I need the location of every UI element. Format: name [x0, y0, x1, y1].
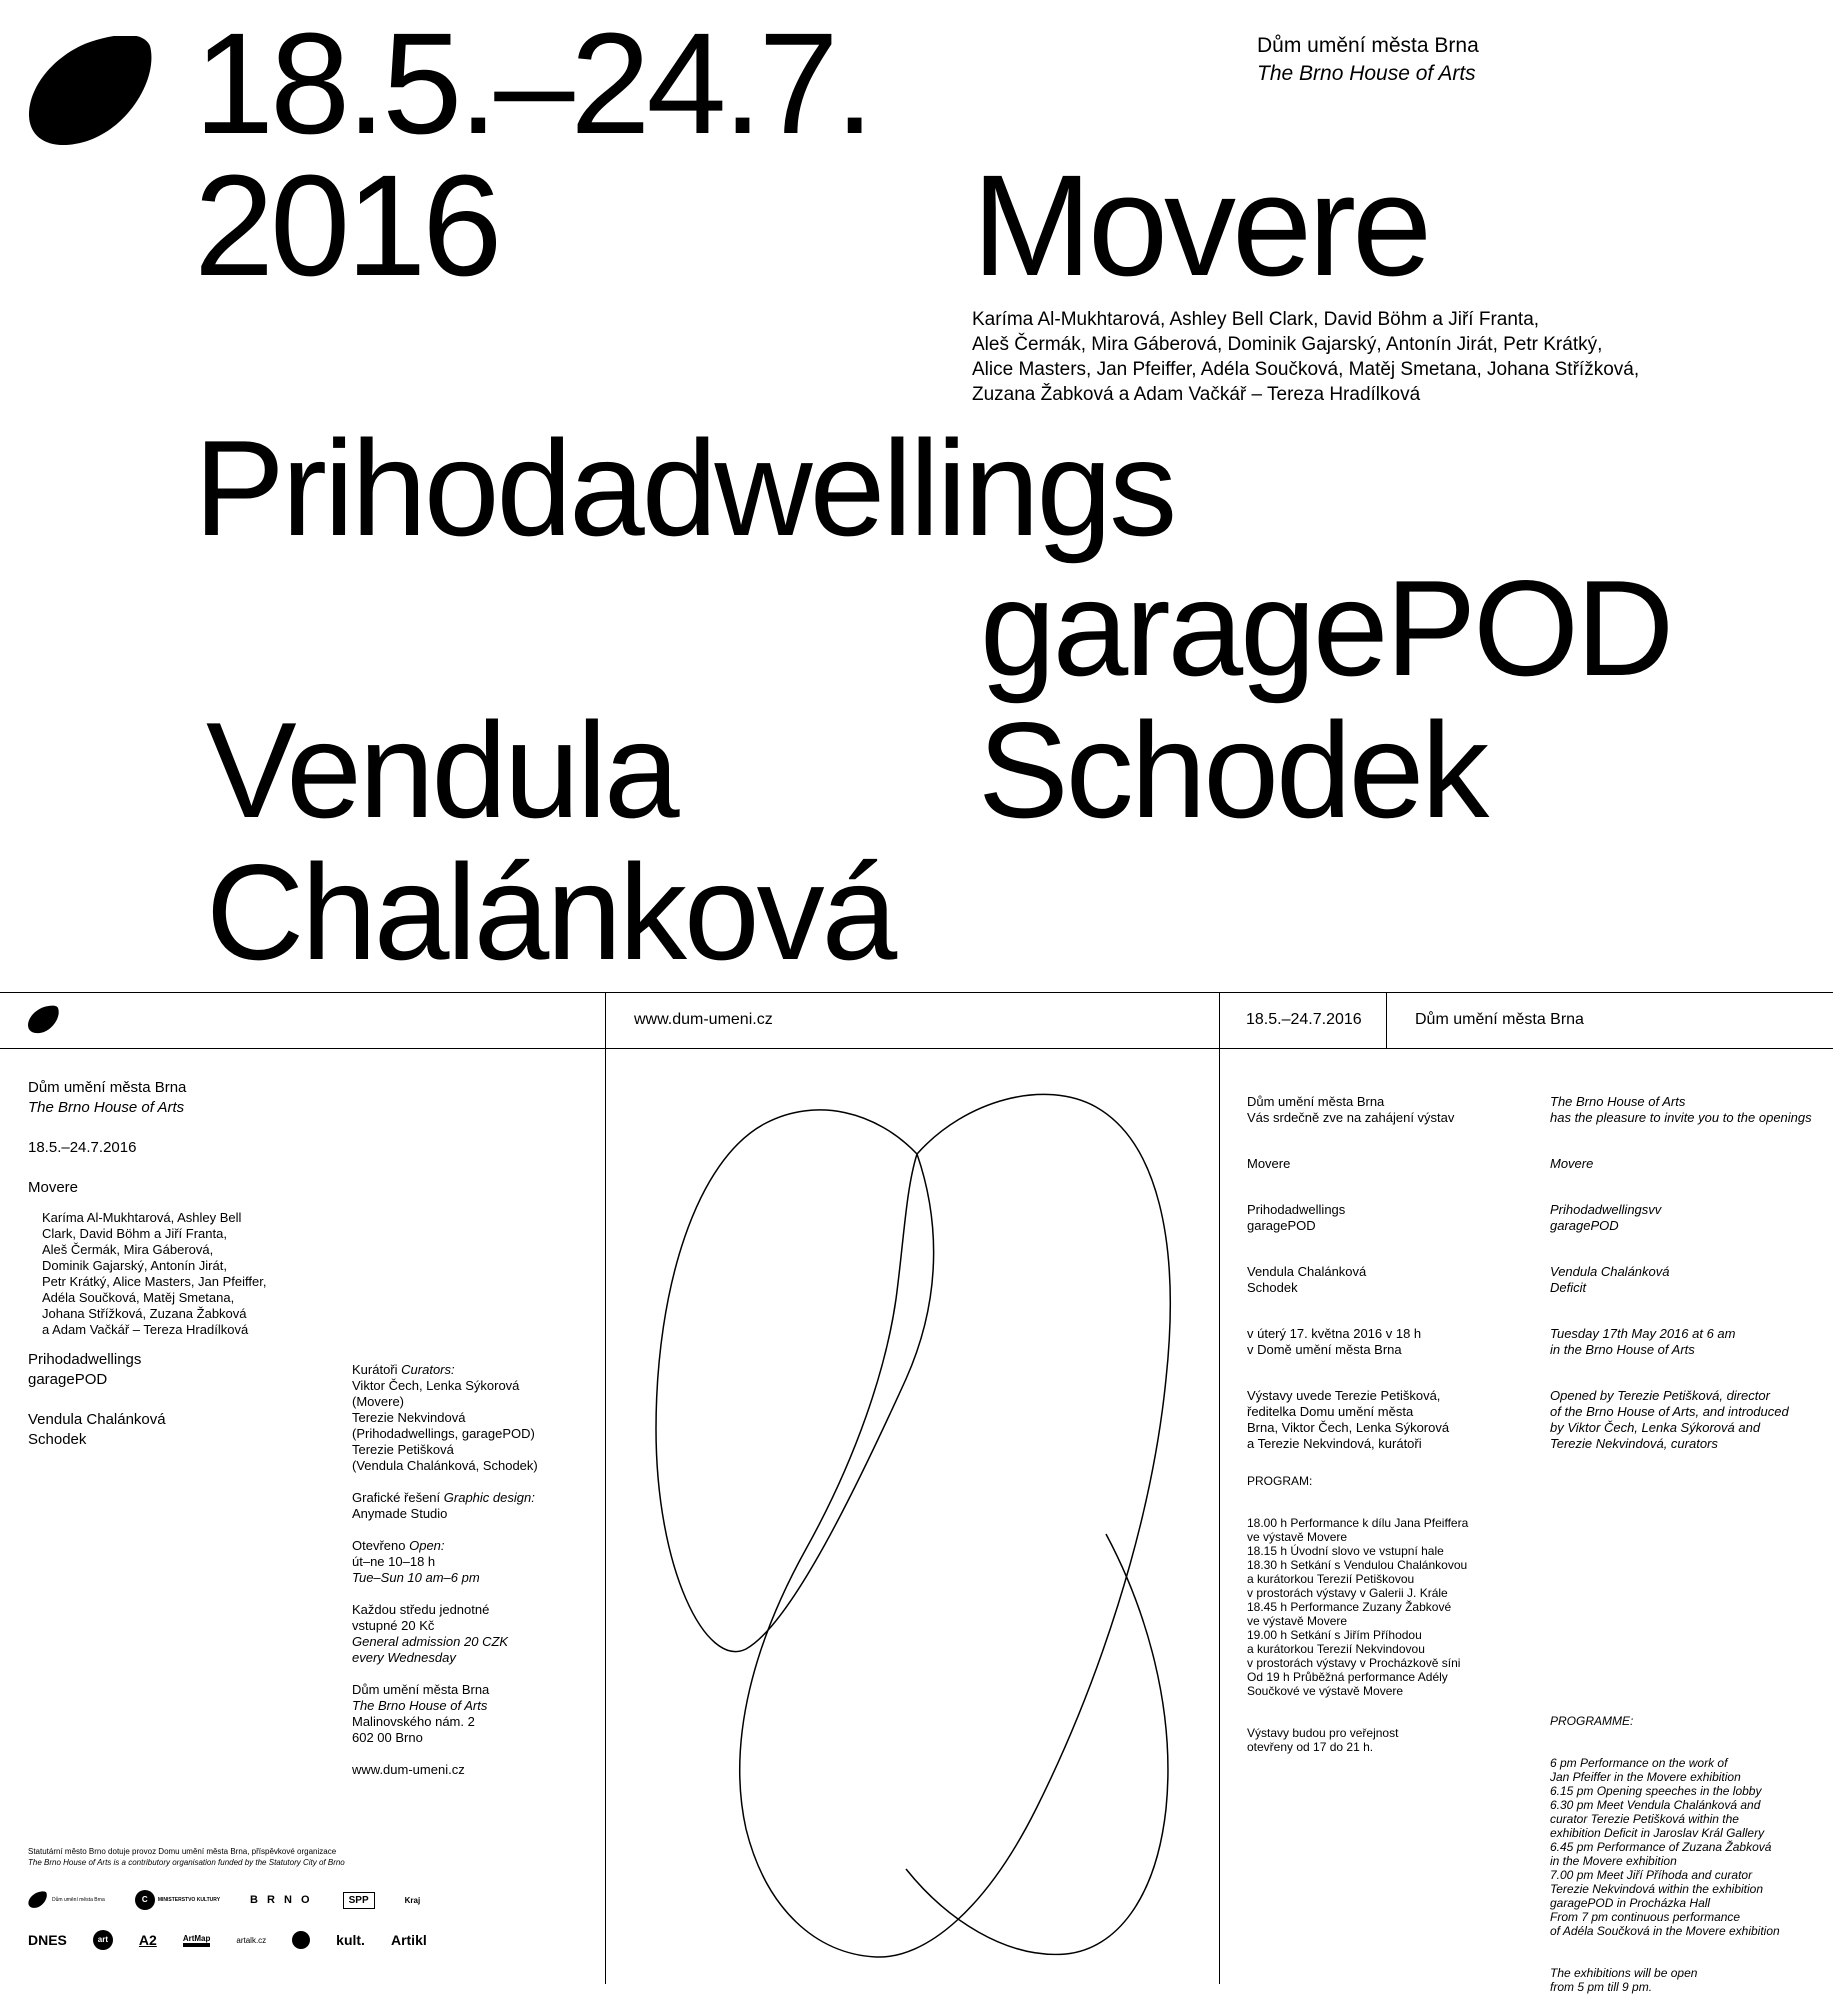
footer-note — [28, 1846, 588, 1868]
logo-artmap: ArtMap — [183, 1934, 211, 1947]
col3-movere: Movere — [1247, 1156, 1291, 1171]
footer-note-cz: Statutární město Brno dotuje provoz Domu umění města Brna, příspěvkové organizace — [28, 1847, 337, 1856]
col4-when: Tuesday 17th May 2016 at 6 am in the Brno House of Arts — [1550, 1326, 1736, 1357]
poster-house-block — [1257, 32, 1479, 88]
footer-logos-row2 — [28, 1930, 427, 1950]
col2-open-label: Otevřeno — [352, 1538, 406, 1553]
logo-round-badge-icon — [292, 1931, 310, 1949]
col1-artists: Karíma Al-Mukhtarová, Ashley Bell Clark, David Böhm a Jiří Franta, Aleš Čermák, Mira Gáberová, Dominik Gajarský, Antonín Jirát, Petr Krátký, Alice Masters, Jan Pfeiffer, Adéla Součková, Matěj Smetana, Johana Střížková, Zuzana Žabková a Adam Vačkář – Tereza Hradílková — [42, 1210, 267, 1337]
divider-top — [0, 992, 1833, 993]
col2-address-cz: Dům umění města Brna — [352, 1682, 490, 1697]
poster-date-line2: 2016 — [194, 145, 499, 306]
poster-title-vendula: Vendula — [206, 694, 677, 846]
col3-opened-by: Výstavy uvede Terezie Petišková, ředitelka Domu umění města Brna, Viktor Čech, Lenka Sýkorová a Terezie Nekvindová, kurátoři — [1247, 1388, 1450, 1451]
logo-kult: kult. — [336, 1932, 365, 1948]
divider-col-right — [1219, 992, 1220, 1984]
poster-artists-line: Zuzana Žabková a Adam Vačkář – Tereza Hradílková — [972, 384, 1421, 405]
strip-house: Dům umění města Brna — [1415, 1011, 1584, 1028]
footer-note-en: The Brno House of Arts is a contributory organisation funded by the Statutory City of Brno — [28, 1858, 345, 1867]
poster-title-garagepod: garagePOD — [980, 552, 1672, 704]
poster-artists — [972, 307, 1639, 407]
col4-movere: Movere — [1550, 1156, 1594, 1171]
col2-url-link[interactable]: www.dum-umeni.cz — [352, 1762, 465, 1777]
footer-logos-row1 — [28, 1890, 420, 1910]
col1-vendula: Vendula Chalánková Schodek — [28, 1411, 166, 1448]
col2-design-label-en: Graphic design: — [443, 1490, 535, 1505]
col1-movere: Movere — [28, 1179, 79, 1196]
col2-curators: Viktor Čech, Lenka Sýkorová (Movere) Terezie Nekvindová (Prihodadwellings, garagePOD) Terezie Petišková (Vendula Chalánková, Schodek) — [352, 1378, 538, 1473]
col2-open-en: Tue–Sun 10 am–6 pm — [352, 1570, 480, 1585]
poster-title-prihoda: Prihodadwellings — [194, 412, 1175, 564]
col2-admission-cz: Každou středu jednotné vstupné 20 Kč — [352, 1602, 490, 1633]
col2-address: Malinovského nám. 2 602 00 Brno — [352, 1714, 475, 1745]
poster-artists-line: Alice Masters, Jan Pfeiffer, Adéla Součková, Matěj Smetana, Johana Střížková, — [972, 359, 1640, 380]
divider-strip-cell — [1386, 992, 1387, 1048]
logo-dnes: DNES — [28, 1932, 67, 1948]
col2-design-heading — [352, 1490, 592, 1506]
col2-credits — [352, 1362, 592, 1778]
col1-date: 18.5.–24.7.2016 — [28, 1139, 137, 1156]
col4-program-label: PROGRAMME: — [1550, 1714, 1634, 1728]
poster-house-cz: Dům umění města Brna — [1257, 34, 1479, 57]
logo-brno: B R N O — [250, 1894, 313, 1906]
col2-curators-label: Kurátoři — [352, 1362, 398, 1377]
strip-url-link[interactable]: www.dum-umeni.cz — [634, 1011, 773, 1028]
col2-design: Anymade Studio — [352, 1506, 448, 1521]
dum-umeni-logo-icon — [28, 1891, 48, 1909]
logo-ministerstvo-kultury: C MINISTERSTVO KULTURY — [135, 1890, 220, 1910]
logo-art: art — [93, 1930, 113, 1950]
logo-artikl: Artikl — [390, 1932, 427, 1948]
logo-spp: SPP — [343, 1892, 375, 1909]
col4-vendula: Vendula Chalánková Deficit — [1550, 1264, 1670, 1295]
col4-program-block — [1550, 1700, 1830, 2008]
col2-open-heading — [352, 1538, 592, 1554]
col2-curators-heading — [352, 1362, 592, 1378]
col2-open-label-en: Open: — [409, 1538, 445, 1553]
col3-program-block — [1247, 1460, 1547, 1768]
col3-vendula: Vendula Chalánková Schodek — [1247, 1264, 1367, 1295]
col2-admission-en: General admission 20 CZK every Wednesday — [352, 1634, 509, 1665]
col3-program: 18.00 h Performance k dílu Jana Pfeiffera ve výstavě Movere 18.15 h Úvodní slovo ve vstupní hale 18.30 h Setkání s Vendulou Chalánkovou a kurátorkou Terezií Petiškovou v prostorách výstavy v Galerii J. Krále 18.45 h Performance Zuzany Žabkové ve výstavě Movere 19.00 h Setkání s Jiřím Příhodou a kurátorkou Terezií Nekvindovou v prostorách výstavy v Procházkově síni Od 19 h Průběžná performance Adély Součkové ve výstavě Movere — [1247, 1516, 1469, 1698]
ministerstvo-seal-icon: C — [135, 1890, 155, 1910]
poster-title-chalankova: Chalánková — [206, 836, 895, 988]
col3-invitation — [1247, 1078, 1537, 1482]
col2-curators-label-en: Curators: — [401, 1362, 455, 1377]
col4-opened-by: Opened by Terezie Petišková, director of the Brno House of Arts, and introduced by Viktor Čech, Lenka Sýkorová and Terezie Nekvindová, curators — [1550, 1388, 1789, 1451]
logo-a2: A2 — [138, 1932, 157, 1948]
small-blob-logo-icon — [28, 1005, 60, 1035]
col3-prihoda: Prihodadwellings garagePOD — [1247, 1202, 1346, 1233]
poster-artists-line: Karíma Al-Mukhtarová, Ashley Bell Clark, David Böhm a Jiří Franta, — [972, 309, 1540, 330]
col3-when: v úterý 17. května 2016 v 18 h v Domě umění města Brna — [1247, 1326, 1422, 1357]
col1-house-en: The Brno House of Arts — [28, 1099, 185, 1116]
poster-house-en: The Brno House of Arts — [1257, 62, 1476, 85]
col4-invite: The Brno House of Arts has the pleasure to invite you to the openings — [1550, 1094, 1812, 1125]
col4-program: 6 pm Performance on the work of Jan Pfeiffer in the Movere exhibition 6.15 pm Opening speeches in the lobby 6.30 pm Meet Vendula Chalánková and curator Terezie Petišková within the exhibition Deficit in Jaroslav Král Gallery 6.45 pm Performance of Zuzana Žabková in the Movere exhibition 7.00 pm Meet Jiří Příhoda and curator Terezie Nekvindová within the exhibition garagePOD in Procházka Hall From 7 pm continuous performance of Adéla Součková in the Movere exhibition — [1550, 1756, 1780, 1938]
poster-artists-line: Aleš Čermák, Mira Gáberová, Dominik Gajarský, Antonín Jirát, Petr Krátký, — [972, 334, 1603, 355]
poster-title-movere: Movere — [972, 145, 1429, 306]
col3-invite: Dům umění města Brna Vás srdečně zve na zahájení výstav — [1247, 1094, 1455, 1125]
logo-kraj: Kraj — [404, 1895, 421, 1905]
col2-address-en: The Brno House of Arts — [352, 1698, 488, 1713]
col2-design-label: Grafické řešení — [352, 1490, 441, 1505]
col4-hours: The exhibitions will be open from 5 pm till 9 pm. — [1550, 1966, 1698, 1994]
logo-artalk: artalk.cz — [236, 1935, 267, 1945]
col2-open-cz: út–ne 10–18 h — [352, 1554, 436, 1569]
col1-prihoda: Prihodadwellings garagePOD — [28, 1351, 142, 1388]
col3-hours: Výstavy budou pro veřejnost otevřeny od 17 do 21 h. — [1247, 1726, 1399, 1754]
poster-date-line1: 18.5.–24.7. — [194, 3, 871, 164]
blob-logo-icon — [28, 36, 156, 148]
outline-drawing — [606, 1049, 1218, 1984]
col3-program-label: PROGRAM: — [1247, 1474, 1313, 1488]
poster-title-schodek: Schodek — [978, 694, 1487, 846]
logo-dum-umeni: Dům umění města Brna — [28, 1891, 105, 1909]
strip-date: 18.5.–24.7.2016 — [1246, 1011, 1362, 1028]
col1-house-cz: Dům umění města Brna — [28, 1079, 187, 1096]
col1-info — [28, 1078, 328, 1450]
col4-prihoda: Prihodadwellingsvv garagePOD — [1550, 1202, 1662, 1233]
col4-invitation — [1550, 1078, 1830, 1482]
